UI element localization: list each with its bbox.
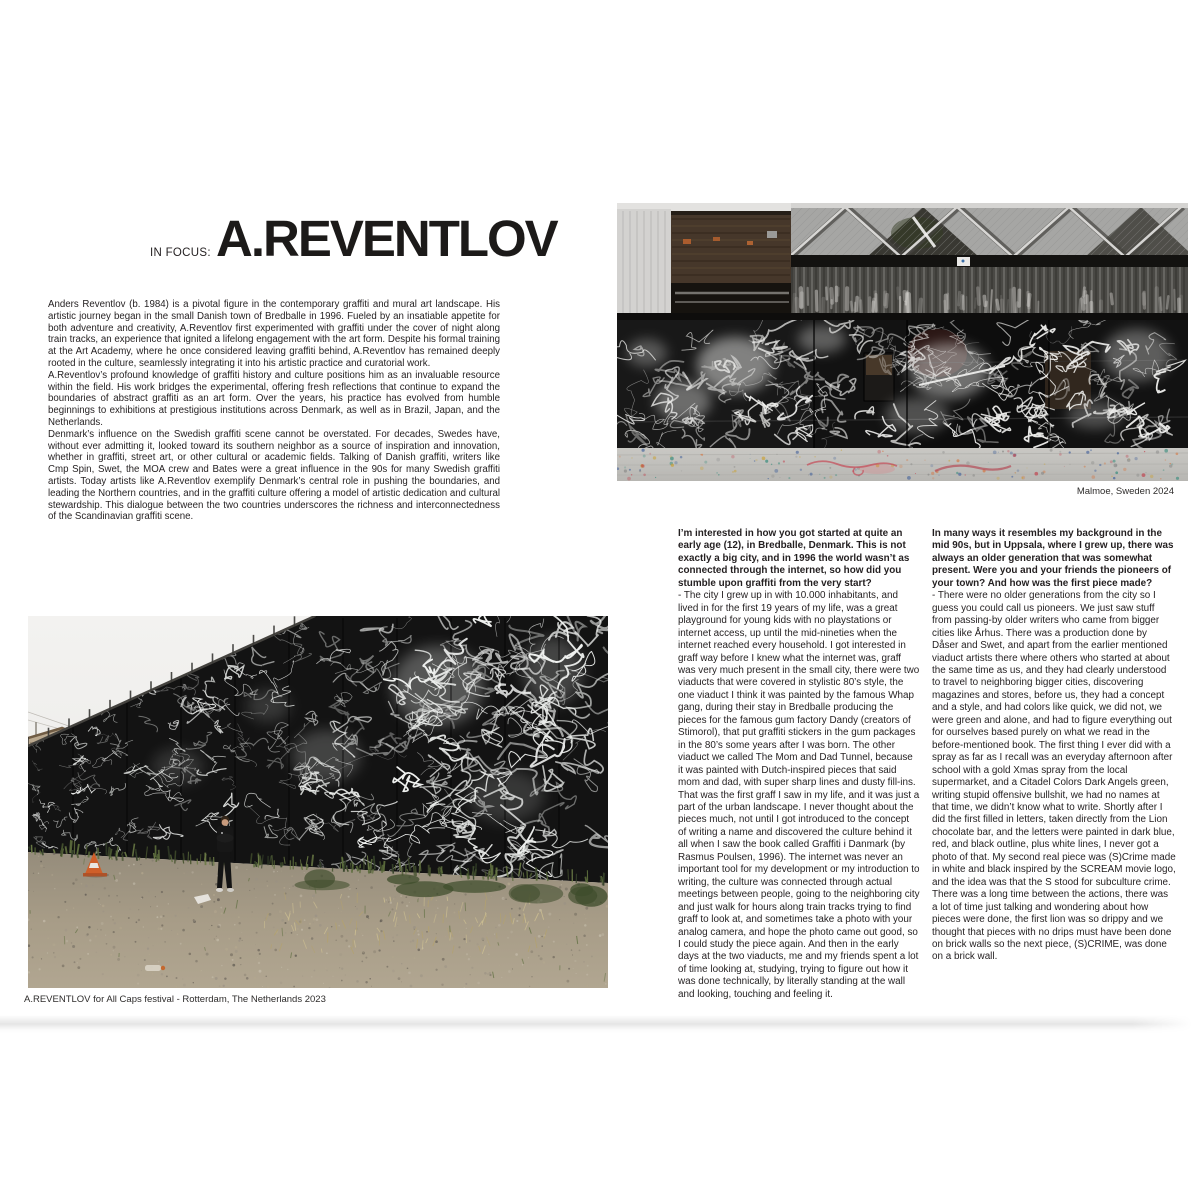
small-sign xyxy=(767,231,777,238)
page-fold-shadow xyxy=(0,1015,1192,1033)
sign-dot xyxy=(962,260,965,263)
interview-answer: - There were no older generations from the city so I guess you could call us pioneers. We just saw stuff from passing-by older writers who came from bigger cities like Århus. There was a production done by Dåser and Swet, and apart from the earlier mentioned viaduct artists there where others who started at about the same time as us, and they had clearly understood to travel to neighboring bigger cities, discovering magazines and stores, before us, they had a concept and a style, and had colors like quick, we did not, we were green and alone, and had to figure everything out for ourselves based purely on what we read in the before-mentioned book. The first thing I ever did with a spray as far as I recall was an everyday afternoon after school with a gold Xmas spray from the local supermarket, and a Citadel Colors Dark Angels green, writing stupid offensive bullshit, we had no names at that time, we didn’t know what to write. Shortly after I did the first filled in letters, taken directly from the Lion chocolate bar, and the letters were painted in dark blue, red, and black outline, plus white lines, I never got a photo of that. My second real piece was (S)Crime made in white and black inspired by the SCREAM movie logo, and the idea was that the S stood for subculture crime. There was a long time between the actions, there was a lot of time just talking and wondering about how pieces were done, the first lion was so drippy and we thought that pieces with no drips must have been done on brick walls so the next piece, (S)CRIME, was done on a brick wall. xyxy=(932,590,1176,963)
section-kicker: IN FOCUS: xyxy=(150,247,211,259)
rotterdam-photo-art xyxy=(28,616,608,988)
cone-band xyxy=(89,863,99,868)
orange-mark xyxy=(713,237,720,241)
orange-mark xyxy=(683,239,691,244)
figure-face xyxy=(222,819,229,826)
photo-rotterdam-graffiti-wall xyxy=(28,616,608,988)
photo-caption-rotterdam: A.REVENTLOV for All Caps festival - Rotterdam, The Netherlands 2023 xyxy=(24,994,326,1005)
bottle xyxy=(145,965,161,971)
figure-crossed-arms xyxy=(217,834,234,843)
orange-mark xyxy=(747,241,753,245)
figure-shoe xyxy=(227,888,234,892)
photo-malmoe-graffiti-wall xyxy=(617,203,1188,481)
cone-base xyxy=(83,873,107,877)
page-title: A.REVENTLOV xyxy=(216,210,557,267)
figure-shoe xyxy=(216,888,223,892)
photo-caption-malmoe: Malmoe, Sweden 2024 xyxy=(1076,486,1174,497)
dark-beam xyxy=(791,255,1188,268)
intro-text xyxy=(48,299,500,523)
mesh-top-rail xyxy=(791,203,1188,208)
wall-top-rail xyxy=(617,313,1188,321)
pink-paint-patch xyxy=(859,464,895,474)
intro-paragraph: A.Reventlov’s profound knowledge of graffiti history and culture positions him as an invaluable resource within the field. His work bridges the experimental, offering fresh reflections that continue to expand the boundaries of abstract graffiti as an art form. Over the years, his practice has evolved from humble beginnings to exhibitions at prestigious institutions across Denmark, as well as in Brazil, Japan, and the Netherlands. xyxy=(48,369,500,428)
interview-column-1 xyxy=(678,528,920,1001)
interview-column-2 xyxy=(932,528,1176,964)
interview-question: I’m interested in how you got started at quite an early age (12), in Bredballe, Denmark. This is not exactly a big city, and in 1996 the world wasn’t as connected through the internet, so how did you stumble upon graffiti from the very start? xyxy=(678,528,910,589)
intro-paragraph: Denmark’s influence on the Swedish graffiti scene cannot be overstated. For decades, Swedes have, without ever admitting it, looked toward its southern neighbor as a source of inspiration and innovation, whether in graffiti, street art, or other cultural or academic fields. Talking of Danish graffiti, writers like Cmp Spin, Swet, the MOA crew and Bates were a great influence in the 90s for many Swedish graffiti artists. Today artists like A.Reventlov exemplify Denmark’s central role in pushing the boundaries, and leading the Northern countries, and in the graffiti culture offering a model of artistic dedication and cultural stewardship. This dialogue between the two countries underscores the richness and interconnectedness of the Scandinavian graffiti scene. xyxy=(48,428,500,523)
bottle-cap xyxy=(161,966,165,970)
interview-answer: - The city I grew up in with 10.000 inhabitants, and lived in for the first 19 years of my life, was a great playground for young kids with no playstations or internet access, up until the mid-nineties when the internet reached every household. I got interested in graff way before I knew what the internet was, graff was very much present in the small city, there were two viaducts that were covered in stylistic 80’s style, the one viaduct I think it was painted by the famous Whap gang, during their stay in Bredballe producing the pieces for the famous gum factory Dandy (creators of Stimorol), that put graffiti stickers in the gum packages in the 80’s some years after I was born. The other viaduct we called The Mom and Dad Tunnel, because it was painted with Dutch-inspired pieces that said mom and dad, with super sharp lines and dusty fill-ins. That was the first graff I saw in my life, and it was just a part of the urban landscape. I never thought about the pieces much, not until I got introduced to the concept of writing a name and discovered the culture behind it all when I saw the book called Graffiti i Danmark (by Rasmus Poulsen, 1996). The internet was never an important tool for my development or my introduction to writing, the culture was connected through actual meetings between people, going to the neighboring city and just walk for hours along train tracks trying to find graff to look at, and sometimes take a photo with your analog camera, and hope the photo came out good, so I could study the piece again. And then in the early days at the two viaducts, me and my friends spent a lot of time looking at, studying, trying to figure out how it was done technically, by literally standing at the wall and looking, touching and feeling it. xyxy=(678,590,920,1000)
malmoe-photo-art xyxy=(617,203,1188,481)
spray-cloud xyxy=(655,381,711,421)
intro-paragraph: Anders Reventlov (b. 1984) is a pivotal figure in the contemporary graffiti and mural art landscape. His artistic journey began in the small Danish town of Bredballe in 1996. Fueled by an insatiable appetite for both adventure and creativity, A.Reventlov first experimented with graffiti under the cover of night along train tracks, an experience that ignited a lifelong engagement with the art form. Despite his formal training at the Art Academy, where he once considered leaving graffiti behind, A.Reventlov has remained deeply rooted in the culture, seamlessly integrating it into his artistic practice and curatorial work. xyxy=(48,299,500,369)
shirt-logo xyxy=(221,832,223,834)
interview-question: In many ways it resembles my background in the mid 90s, but in Uppsala, where I grew up, there was always an older generation that was somewhat present. Were you and your friends the pioneers of your town? And how was the first piece made? xyxy=(932,528,1174,589)
